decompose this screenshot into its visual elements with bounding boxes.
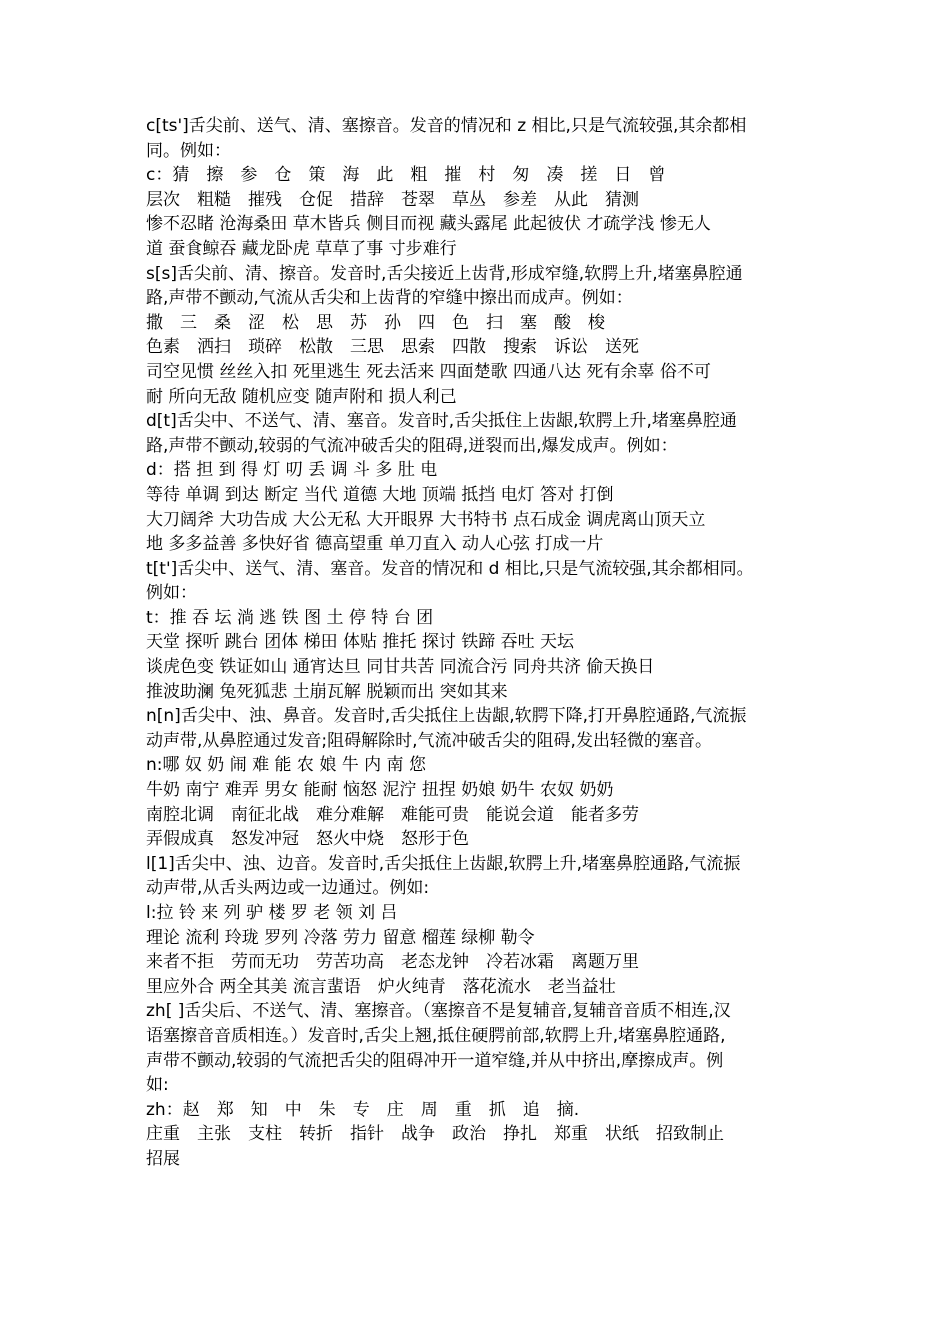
text-line: 来者不拒 劳而无功 劳苦功高 老态龙钟 冷若冰霜 离题万里: [146, 952, 639, 973]
text-line: n:哪 奴 奶 闹 难 能 农 娘 牛 内 南 您: [146, 755, 426, 776]
text-line: c：猜 擦 参 仓 策 海 此 粗 摧 村 匆 凑 搓 日 曾: [146, 165, 666, 186]
text-line: 谈虎色变 铁证如山 通宵达旦 同甘共苦 同流合污 同舟共济 偷天换日: [146, 657, 655, 678]
text-line: c[ts']舌尖前、送气、清、塞擦音。发音的情况和 z 相比,只是气流较强,其余都相: [146, 116, 747, 136]
text-line: 如:: [146, 1075, 169, 1096]
text-line: 大刀阔斧 大功告成 大公无私 大开眼界 大书特书 点石成金 调虎离山顶天立: [146, 509, 706, 530]
text-line: 声带不颤动,较弱的气流把舌尖的阻碍冲开一道窄缝,并从中挤出,摩擦成声。例: [146, 1050, 724, 1071]
document-body: [146, 114, 810, 1172]
text-line: 地 多多益善 多快好省 德高望重 单刀直入 动人心弦 打成一片: [146, 534, 604, 555]
text-line: 推波助澜 兔死狐悲 土崩瓦解 脱颖而出 突如其来: [146, 681, 508, 702]
text-line: 例如：: [146, 583, 197, 604]
text-line: 动声带,从鼻腔通过发音;阻碍解除时,气流冲破舌尖的阻碍,发出轻微的塞音。: [146, 730, 712, 751]
text-line: 色素 洒扫 琐碎 松散 三思 思索 四散 搜索 诉讼 送死: [146, 337, 639, 358]
text-line: 弄假成真 怒发冲冠 怒火中烧 怒形于色: [146, 829, 469, 850]
text-line: 层次 粗糙 摧残 仓促 措辞 苍翠 草丛 参差 从此 猜测: [146, 189, 639, 210]
text-line: zh：赵 郑 知 中 朱 专 庄 周 重 抓 追 摘.: [146, 1099, 580, 1120]
text-line: 同。例如：: [146, 140, 231, 161]
text-line: s[s]舌尖前、清、擦音。发音时,舌尖接近上齿背,形成窄缝,软腭上升,堵塞鼻腔通: [146, 263, 743, 284]
text-line: 庄重 主张 支柱 转折 指针 战争 政治 挣扎 郑重 状纸 招致制止: [146, 1124, 724, 1145]
text-line: 惨不忍睹 沧海桑田 草木皆兵 侧目而视 藏头露尾 此起彼伏 才疏学浅 惨无人: [146, 214, 711, 235]
text-line: l:拉 铃 来 列 驴 楼 罗 老 领 刘 吕: [146, 903, 398, 923]
text-line: 等待 单调 到达 断定 当代 道德 大地 顶端 抵挡 电灯 答对 打倒: [146, 484, 614, 505]
text-line: 南腔北调 南征北战 难分难解 难能可贵 能说会道 能者多劳: [146, 804, 639, 825]
text-line: 里应外合 两全其美 流言蜚语 炉火纯青 落花流水 老当益壮: [146, 976, 616, 997]
text-line: 撒 三 桑 涩 松 思 苏 孙 四 色 扫 塞 酸 梭: [146, 312, 605, 333]
text-line: 语塞擦音音质相连。）发音时,舌尖上翘,抵住硬腭前部,软腭上升,堵塞鼻腔通路,: [146, 1025, 726, 1046]
text-line: 理论 流利 玲珑 罗列 冷落 劳力 留意 榴莲 绿柳 勒令: [146, 927, 535, 948]
text-line: t[t']舌尖中、送气、清、塞音。发音的情况和 d 相比,只是气流较强,其余都相同。: [146, 558, 754, 579]
text-line: l[1]舌尖中、浊、边音。发音时,舌尖抵住上齿龈,软腭上升,堵塞鼻腔通路,气流振: [146, 853, 741, 874]
text-line: 动声带,从舌头两边或一边通过。例如:: [146, 878, 430, 899]
text-line: 道 蚕食鲸吞 藏龙卧虎 草草了事 寸步难行: [146, 238, 457, 259]
text-line: 耐 所向无敌 随机应变 随声附和 损人利己: [146, 386, 457, 407]
text-line: 招展: [146, 1148, 180, 1169]
text-line: 天堂 探听 跳台 团体 梯田 体贴 推托 探讨 铁蹄 吞吐 天坛: [146, 632, 575, 653]
text-line: d[t]舌尖中、不送气、清、塞音。发音时,舌尖抵住上齿龈,软腭上升,堵塞鼻腔通: [146, 411, 737, 432]
text-line: 路,声带不颤动,较弱的气流冲破舌尖的阻碍,迸裂而出,爆发成声。例如：: [146, 435, 678, 456]
text-line: 路,声带不颤动,气流从舌尖和上齿背的窄缝中擦出而成声。例如：: [146, 288, 633, 309]
text-line: 司空见惯 丝丝入扣 死里逃生 死去活来 四面楚歌 四通八达 死有余辜 俗不可: [146, 361, 711, 382]
text-line: d：搭 担 到 得 灯 叨 丢 调 斗 多 肚 电: [146, 460, 438, 481]
text-line: zh[ ]舌尖后、不送气、清、塞擦音。（塞擦音不是复辅音,复辅音音质不相连,汉: [146, 1001, 731, 1022]
text-line: t：推 吞 坛 淌 逃 铁 图 土 停 特 台 团: [146, 607, 434, 628]
text-line: n[n]舌尖中、浊、鼻音。发音时,舌尖抵住上齿龈,软腭下降,打开鼻腔通路,气流振: [146, 706, 747, 727]
text-line: 牛奶 南宁 难弄 男女 能耐 恼怒 泥泞 扭捏 奶娘 奶牛 农奴 奶奶: [146, 780, 614, 801]
